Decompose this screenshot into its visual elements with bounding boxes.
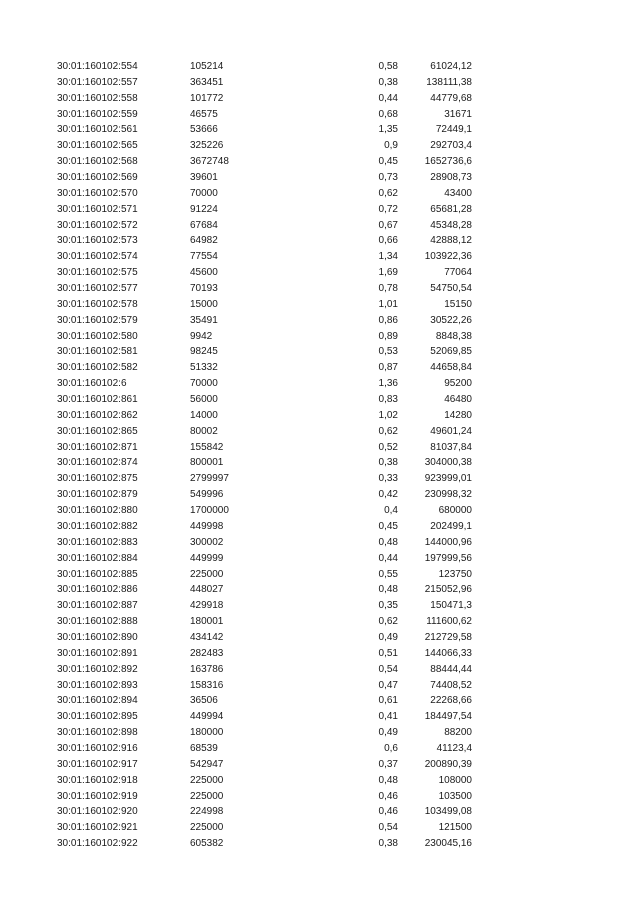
table-row	[0, 233, 640, 249]
value-cell: 88444,44	[430, 663, 472, 675]
cadastral-number-cell: 30:01:160102:890	[57, 631, 138, 643]
area-cell: 14000	[190, 409, 218, 421]
cadastral-number-cell: 30:01:160102:874	[57, 457, 138, 469]
table-row	[0, 598, 640, 614]
table-row	[0, 487, 640, 503]
cadastral-number-cell: 30:01:160102:898	[57, 727, 138, 739]
table-row	[0, 376, 640, 392]
area-cell: 9942	[190, 330, 213, 342]
cadastral-number-cell: 30:01:160102:875	[57, 473, 138, 485]
table-row	[0, 820, 640, 836]
area-cell: 53666	[190, 124, 218, 136]
table-row	[0, 424, 640, 440]
coefficient-cell: 0,38	[378, 76, 398, 88]
coefficient-cell: 0,62	[378, 187, 398, 199]
table-row	[0, 455, 640, 471]
coefficient-cell: 0,48	[378, 536, 398, 548]
cadastral-number-cell: 30:01:160102:862	[57, 409, 138, 421]
area-cell: 225000	[190, 774, 224, 786]
cadastral-number-cell: 30:01:160102:568	[57, 156, 138, 168]
cadastral-number-cell: 30:01:160102:919	[57, 790, 138, 802]
coefficient-cell: 0,49	[378, 631, 398, 643]
area-cell: 36506	[190, 695, 218, 707]
table-row	[0, 265, 640, 281]
area-cell: 224998	[190, 806, 224, 818]
table-row	[0, 804, 640, 820]
table-row	[0, 249, 640, 265]
coefficient-cell: 1,02	[378, 409, 398, 421]
coefficient-cell: 0,62	[378, 616, 398, 628]
table-row	[0, 154, 640, 170]
coefficient-cell: 0,44	[378, 92, 398, 104]
cadastral-number-cell: 30:01:160102:574	[57, 251, 138, 263]
cadastral-number-cell: 30:01:160102:561	[57, 124, 138, 136]
cadastral-number-cell: 30:01:160102:865	[57, 425, 138, 437]
value-cell: 923999,01	[424, 473, 472, 485]
coefficient-cell: 1,01	[378, 298, 398, 310]
value-cell: 202499,1	[430, 520, 472, 532]
value-cell: 41123,4	[436, 742, 472, 754]
cadastral-number-cell: 30:01:160102:883	[57, 536, 138, 548]
table-row	[0, 75, 640, 91]
coefficient-cell: 0,46	[378, 790, 398, 802]
table-row	[0, 329, 640, 345]
coefficient-cell: 0,4	[384, 505, 398, 517]
coefficient-cell: 0,83	[378, 394, 398, 406]
value-cell: 88200	[444, 727, 472, 739]
coefficient-cell: 0,78	[378, 283, 398, 295]
value-cell: 230045,16	[424, 838, 472, 850]
table-row	[0, 773, 640, 789]
cadastral-number-cell: 30:01:160102:894	[57, 695, 138, 707]
value-cell: 144000,96	[424, 536, 472, 548]
table-row	[0, 59, 640, 75]
coefficient-cell: 0,38	[378, 838, 398, 850]
table-row	[0, 535, 640, 551]
cadastral-number-cell: 30:01:160102:578	[57, 298, 138, 310]
cadastral-number-cell: 30:01:160102:861	[57, 394, 138, 406]
area-cell: 549996	[190, 489, 224, 501]
value-cell: 215052,96	[424, 584, 472, 596]
area-cell: 225000	[190, 822, 224, 834]
value-cell: 95200	[444, 378, 472, 390]
data-table	[0, 59, 640, 852]
cadastral-number-cell: 30:01:160102:554	[57, 61, 138, 72]
coefficient-cell: 0,68	[378, 108, 398, 120]
table-row	[0, 741, 640, 757]
area-cell: 225000	[190, 790, 224, 802]
value-cell: 81037,84	[430, 441, 472, 453]
coefficient-cell: 0,53	[378, 346, 398, 358]
cadastral-number-cell: 30:01:160102:885	[57, 568, 138, 580]
table-row	[0, 582, 640, 598]
area-cell: 448027	[190, 584, 224, 596]
coefficient-cell: 0,54	[378, 822, 398, 834]
value-cell: 65681,28	[430, 203, 472, 215]
cadastral-number-cell: 30:01:160102:917	[57, 758, 138, 770]
cadastral-number-cell: 30:01:160102:571	[57, 203, 138, 215]
coefficient-cell: 0,42	[378, 489, 398, 501]
coefficient-cell: 0,33	[378, 473, 398, 485]
area-cell: 35491	[190, 314, 218, 326]
cadastral-number-cell: 30:01:160102:884	[57, 552, 138, 564]
area-cell: 39601	[190, 172, 218, 184]
area-cell: 180000	[190, 727, 224, 739]
area-cell: 180001	[190, 616, 224, 628]
area-cell: 282483	[190, 647, 224, 659]
area-cell: 449994	[190, 711, 224, 723]
area-cell: 2799997	[190, 473, 229, 485]
value-cell: 121500	[438, 822, 472, 834]
value-cell: 61024,12	[430, 61, 472, 72]
value-cell: 103922,36	[424, 251, 472, 263]
cadastral-number-cell: 30:01:160102:575	[57, 267, 138, 279]
area-cell: 67684	[190, 219, 218, 231]
cadastral-number-cell: 30:01:160102:891	[57, 647, 138, 659]
table-row	[0, 122, 640, 138]
cadastral-number-cell: 30:01:160102:582	[57, 362, 138, 374]
coefficient-cell: 0,51	[378, 647, 398, 659]
coefficient-cell: 0,6	[384, 742, 398, 754]
area-cell: 542947	[190, 758, 224, 770]
area-cell: 56000	[190, 394, 218, 406]
coefficient-cell: 0,52	[378, 441, 398, 453]
area-cell: 429918	[190, 600, 224, 612]
table-row	[0, 725, 640, 741]
table-row	[0, 218, 640, 234]
table-row	[0, 693, 640, 709]
coefficient-cell: 0,87	[378, 362, 398, 374]
cadastral-number-cell: 30:01:160102:892	[57, 663, 138, 675]
value-cell: 150471,3	[430, 600, 472, 612]
cadastral-number-cell: 30:01:160102:871	[57, 441, 138, 453]
coefficient-cell: 0,41	[378, 711, 398, 723]
value-cell: 103499,08	[424, 806, 472, 818]
table-row	[0, 313, 640, 329]
coefficient-cell: 0,37	[378, 758, 398, 770]
value-cell: 304000,38	[424, 457, 472, 469]
cadastral-number-cell: 30:01:160102:916	[57, 742, 138, 754]
value-cell: 49601,24	[430, 425, 472, 437]
coefficient-cell: 0,61	[378, 695, 398, 707]
cadastral-number-cell: 30:01:160102:579	[57, 314, 138, 326]
area-cell: 64982	[190, 235, 218, 247]
table-row	[0, 297, 640, 313]
table-row	[0, 471, 640, 487]
value-cell: 15150	[444, 298, 472, 310]
value-cell: 8848,38	[435, 330, 472, 342]
value-cell: 52069,85	[430, 346, 472, 358]
table-row	[0, 630, 640, 646]
coefficient-cell: 0,55	[378, 568, 398, 580]
table-row	[0, 567, 640, 583]
coefficient-cell: 0,38	[378, 457, 398, 469]
coefficient-cell: 0,44	[378, 552, 398, 564]
area-cell: 434142	[190, 631, 224, 643]
coefficient-cell: 0,45	[378, 156, 398, 168]
table-row	[0, 709, 640, 725]
area-cell: 300002	[190, 536, 224, 548]
coefficient-cell: 0,86	[378, 314, 398, 326]
value-cell: 72449,1	[435, 124, 472, 136]
coefficient-cell: 0,48	[378, 584, 398, 596]
coefficient-cell: 0,46	[378, 806, 398, 818]
coefficient-cell: 1,34	[378, 251, 398, 263]
table-row	[0, 408, 640, 424]
area-cell: 363451	[190, 76, 224, 88]
value-cell: 42888,12	[430, 235, 472, 247]
coefficient-cell: 1,69	[378, 267, 398, 279]
coefficient-cell: 0,67	[378, 219, 398, 231]
area-cell: 70000	[190, 187, 218, 199]
cadastral-number-cell: 30:01:160102:559	[57, 108, 138, 120]
value-cell: 138111,38	[426, 76, 472, 88]
value-cell: 43400	[444, 187, 472, 199]
area-cell: 51332	[190, 362, 218, 374]
table-row	[0, 678, 640, 694]
area-cell: 155842	[190, 441, 224, 453]
area-cell: 800001	[190, 457, 224, 469]
cadastral-number-cell: 30:01:160102:6	[57, 378, 127, 390]
cadastral-number-cell: 30:01:160102:581	[57, 346, 138, 358]
cadastral-number-cell: 30:01:160102:879	[57, 489, 138, 501]
table-row	[0, 440, 640, 456]
value-cell: 31671	[444, 108, 472, 120]
coefficient-cell: 0,66	[378, 235, 398, 247]
area-cell: 68539	[190, 742, 218, 754]
area-cell: 46575	[190, 108, 218, 120]
value-cell: 77064	[444, 267, 472, 279]
cadastral-number-cell: 30:01:160102:921	[57, 822, 138, 834]
coefficient-cell: 0,35	[378, 600, 398, 612]
area-cell: 449999	[190, 552, 224, 564]
value-cell: 22268,66	[430, 695, 472, 707]
area-cell: 105214	[190, 61, 224, 72]
area-cell: 158316	[190, 679, 224, 691]
cadastral-number-cell: 30:01:160102:880	[57, 505, 138, 517]
value-cell: 1652736,6	[424, 156, 472, 168]
cadastral-number-cell: 30:01:160102:573	[57, 235, 138, 247]
cadastral-number-cell: 30:01:160102:887	[57, 600, 138, 612]
value-cell: 123750	[438, 568, 472, 580]
area-cell: 449998	[190, 520, 224, 532]
table-row	[0, 551, 640, 567]
cadastral-number-cell: 30:01:160102:557	[57, 76, 138, 88]
area-cell: 70000	[190, 378, 218, 390]
table-row	[0, 757, 640, 773]
coefficient-cell: 0,58	[378, 61, 398, 72]
area-cell: 45600	[190, 267, 218, 279]
area-cell: 225000	[190, 568, 224, 580]
value-cell: 46480	[444, 394, 472, 406]
coefficient-cell: 0,62	[378, 425, 398, 437]
table-row	[0, 392, 640, 408]
table-row	[0, 503, 640, 519]
value-cell: 292703,4	[430, 140, 472, 152]
cadastral-number-cell: 30:01:160102:895	[57, 711, 138, 723]
coefficient-cell: 0,9	[384, 140, 398, 152]
coefficient-cell: 0,89	[378, 330, 398, 342]
table-row	[0, 789, 640, 805]
area-cell: 325226	[190, 140, 224, 152]
coefficient-cell: 1,35	[378, 124, 398, 136]
table-row	[0, 836, 640, 852]
area-cell: 163786	[190, 663, 224, 675]
coefficient-cell: 0,45	[378, 520, 398, 532]
value-cell: 144066,33	[424, 647, 472, 659]
value-cell: 111600,62	[426, 616, 472, 628]
cadastral-number-cell: 30:01:160102:569	[57, 172, 138, 184]
coefficient-cell: 0,49	[378, 727, 398, 739]
table-row	[0, 360, 640, 376]
cadastral-number-cell: 30:01:160102:577	[57, 283, 138, 295]
value-cell: 14280	[444, 409, 472, 421]
value-cell: 54750,54	[430, 283, 472, 295]
table-row	[0, 614, 640, 630]
table-row	[0, 91, 640, 107]
cadastral-number-cell: 30:01:160102:565	[57, 140, 138, 152]
area-cell: 101772	[190, 92, 224, 104]
cadastral-number-cell: 30:01:160102:886	[57, 584, 138, 596]
value-cell: 45348,28	[430, 219, 472, 231]
value-cell: 30522,26	[430, 314, 472, 326]
table-row	[0, 344, 640, 360]
area-cell: 70193	[190, 283, 218, 295]
coefficient-cell: 0,72	[378, 203, 398, 215]
cadastral-number-cell: 30:01:160102:922	[57, 838, 138, 850]
table-row	[0, 662, 640, 678]
area-cell: 80002	[190, 425, 218, 437]
value-cell: 680000	[438, 505, 472, 517]
table-row	[0, 202, 640, 218]
value-cell: 28908,73	[430, 172, 472, 184]
value-cell: 103500	[438, 790, 472, 802]
cadastral-number-cell: 30:01:160102:558	[57, 92, 138, 104]
value-cell: 197999,56	[424, 552, 472, 564]
area-cell: 3672748	[190, 156, 229, 168]
table-row	[0, 281, 640, 297]
area-cell: 1700000	[190, 505, 229, 517]
value-cell: 230998,32	[424, 489, 472, 501]
table-row	[0, 170, 640, 186]
area-cell: 605382	[190, 838, 224, 850]
cadastral-number-cell: 30:01:160102:572	[57, 219, 138, 231]
area-cell: 91224	[190, 203, 218, 215]
area-cell: 15000	[190, 298, 218, 310]
coefficient-cell: 0,54	[378, 663, 398, 675]
value-cell: 200890,39	[424, 758, 472, 770]
value-cell: 44779,68	[430, 92, 472, 104]
cadastral-number-cell: 30:01:160102:888	[57, 616, 138, 628]
coefficient-cell: 0,73	[378, 172, 398, 184]
table-row	[0, 138, 640, 154]
area-cell: 98245	[190, 346, 218, 358]
value-cell: 44658,84	[430, 362, 472, 374]
table-row	[0, 646, 640, 662]
table-row	[0, 107, 640, 123]
coefficient-cell: 0,48	[378, 774, 398, 786]
cadastral-number-cell: 30:01:160102:920	[57, 806, 138, 818]
value-cell: 212729,58	[424, 631, 472, 643]
cadastral-number-cell: 30:01:160102:918	[57, 774, 138, 786]
cadastral-number-cell: 30:01:160102:893	[57, 679, 138, 691]
table-row	[0, 186, 640, 202]
area-cell: 77554	[190, 251, 218, 263]
value-cell: 74408,52	[430, 679, 472, 691]
cadastral-number-cell: 30:01:160102:580	[57, 330, 138, 342]
value-cell: 184497,54	[424, 711, 472, 723]
value-cell: 108000	[438, 774, 472, 786]
coefficient-cell: 1,36	[378, 378, 398, 390]
cadastral-number-cell: 30:01:160102:882	[57, 520, 138, 532]
cadastral-number-cell: 30:01:160102:570	[57, 187, 138, 199]
coefficient-cell: 0,47	[378, 679, 398, 691]
table-row	[0, 519, 640, 535]
